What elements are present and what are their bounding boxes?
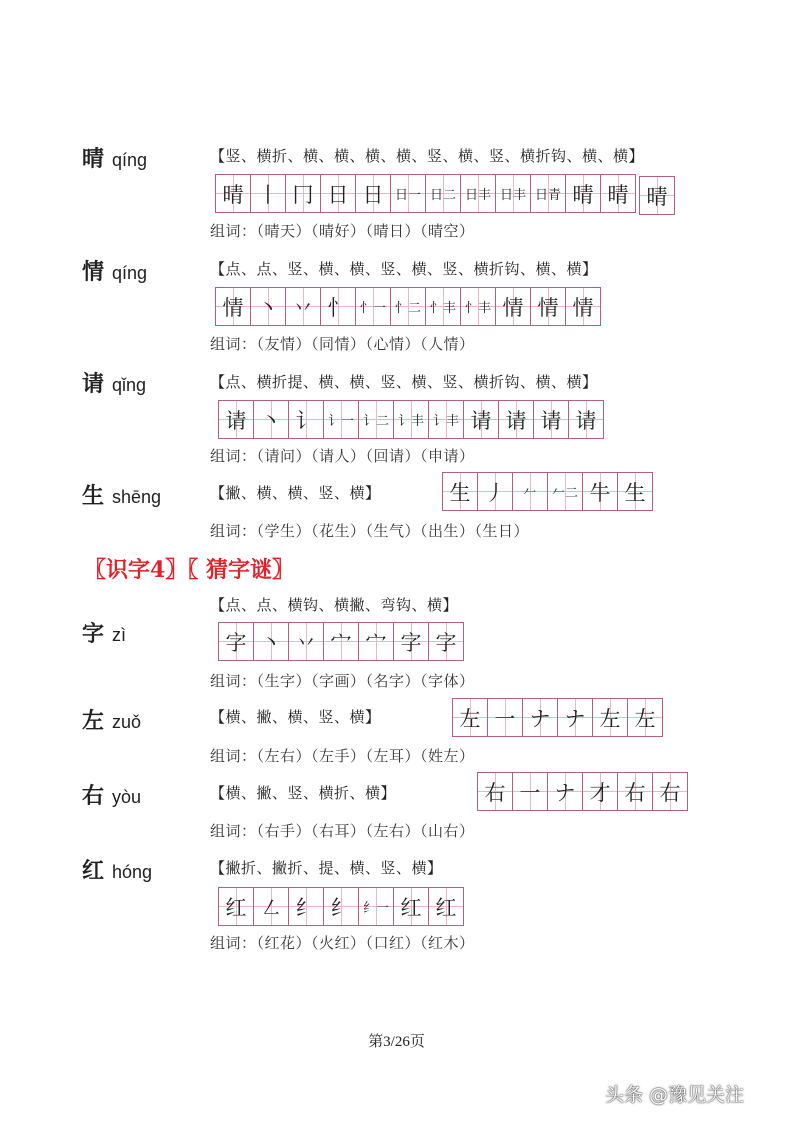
stroke-cell: 忄一	[356, 288, 391, 325]
stroke-cell: 情	[216, 288, 251, 325]
stroke-cell: 右	[618, 773, 653, 810]
stroke-cell: 才	[583, 773, 618, 810]
stroke-cell: 日丰	[461, 175, 496, 212]
stroke-grid	[215, 287, 601, 326]
stroke-cell: 请	[534, 401, 569, 438]
section-heading: 〖识字4〗〖 猜字谜〗	[84, 557, 294, 583]
stroke-cell: 左	[453, 699, 488, 736]
word-examples: 组词：（友情）（同情）（心情）（人情）	[210, 335, 475, 353]
page-number: 第3/26页	[368, 1034, 425, 1050]
stroke-cell: 右	[478, 773, 513, 810]
stroke-cell: 日	[356, 175, 391, 212]
headword-char: 红	[82, 858, 105, 884]
word-examples: 组词：（红花）（火红）（口红）（红木）	[210, 934, 475, 952]
stroke-cell: 丶	[251, 288, 286, 325]
headword	[82, 779, 141, 810]
stroke-cell: 左	[593, 699, 628, 736]
stroke-cell: 红	[394, 888, 429, 925]
stroke-cell: 日一	[391, 175, 426, 212]
stroke-cell: 情	[566, 288, 600, 325]
stroke-order: 【撇折、撇折、提、横、竖、横】	[210, 859, 443, 877]
stroke-order: 【横、撇、竖、横折、横】	[210, 784, 397, 802]
stroke-cell: 𠂉	[513, 473, 548, 510]
headword	[82, 617, 126, 648]
stroke-cell: 左	[628, 699, 662, 736]
stroke-grid	[442, 472, 653, 511]
stroke-cell: 请	[499, 401, 534, 438]
headword-char: 生	[82, 483, 105, 509]
word-examples: 组词：（右手）（右耳）（左右）（山右）	[210, 822, 475, 840]
stroke-cell: 晴	[601, 175, 635, 212]
stroke-cell: 右	[653, 773, 687, 810]
stroke-cell: 生	[443, 473, 478, 510]
stroke-cell: 丶	[254, 623, 289, 660]
stroke-cell: 𠂉二	[548, 473, 583, 510]
stroke-cell: 讠丰	[394, 401, 429, 438]
pinyin: zuǒ	[112, 712, 142, 732]
headword	[82, 367, 146, 398]
stroke-order: 【竖、横折、横、横、横、横、竖、横、竖、横折钩、横、横】	[210, 147, 645, 165]
headword-char: 左	[82, 708, 105, 734]
stroke-cell: 一	[488, 699, 523, 736]
stroke-cell: 请	[219, 401, 254, 438]
headword	[82, 142, 147, 173]
practice-grid	[639, 176, 675, 215]
stroke-cell: 冂	[286, 175, 321, 212]
stroke-cell: 字	[219, 623, 254, 660]
stroke-cell: 纟	[289, 888, 324, 925]
stroke-cell: 请	[569, 401, 603, 438]
stroke-cell: 丿	[478, 473, 513, 510]
stroke-cell: 晴	[216, 175, 251, 212]
word-examples: 组词：（晴天）（晴好）（晴日）（晴空）	[210, 222, 475, 240]
stroke-cell: 丨	[251, 175, 286, 212]
headword-char: 右	[82, 783, 105, 809]
headword-char: 请	[82, 371, 105, 397]
stroke-cell: ナ	[548, 773, 583, 810]
stroke-cell: ナ	[523, 699, 558, 736]
stroke-cell: 宀	[359, 623, 394, 660]
stroke-cell: 纟一	[359, 888, 394, 925]
pinyin: shēng	[112, 487, 162, 507]
stroke-cell: 红	[429, 888, 463, 925]
stroke-grid	[218, 400, 604, 439]
headword-char: 情	[82, 259, 105, 285]
stroke-cell: 字	[394, 623, 429, 660]
stroke-cell: 生	[618, 473, 652, 510]
stroke-order: 【点、点、横钩、横撇、弯钩、横】	[210, 596, 459, 614]
stroke-cell: 讠二	[359, 401, 394, 438]
stroke-cell: 讠	[289, 401, 324, 438]
word-examples: 组词：（请问）（请人）（回请）（申请）	[210, 447, 475, 465]
stroke-grid	[215, 174, 636, 213]
stroke-cell: 一	[513, 773, 548, 810]
pinyin: qíng	[112, 263, 148, 283]
headword	[82, 479, 161, 510]
stroke-cell: 牛	[583, 473, 618, 510]
practice-cell: 晴	[640, 177, 674, 214]
pinyin: yòu	[112, 787, 142, 807]
headword	[82, 854, 152, 885]
stroke-grid	[218, 887, 464, 926]
stroke-cell: 情	[496, 288, 531, 325]
stroke-cell: ㇜	[254, 888, 289, 925]
stroke-cell: 忄二	[391, 288, 426, 325]
stroke-cell: 日	[321, 175, 356, 212]
stroke-cell: 丷	[289, 623, 324, 660]
stroke-order: 【撇、横、横、竖、横】	[210, 484, 381, 502]
pinyin: zì	[112, 625, 127, 645]
stroke-cell: 宀	[324, 623, 359, 660]
stroke-order: 【点、横折提、横、横、竖、横、竖、横折钩、横、横】	[210, 373, 598, 391]
stroke-cell: 忄丰	[461, 288, 496, 325]
stroke-order: 【横、撇、横、竖、横】	[210, 708, 381, 726]
stroke-cell: 丶	[254, 401, 289, 438]
stroke-cell: 红	[219, 888, 254, 925]
stroke-cell: 纟	[324, 888, 359, 925]
stroke-cell: 日青	[531, 175, 566, 212]
pinyin: qíng	[112, 150, 148, 170]
stroke-cell: 日丰	[496, 175, 531, 212]
stroke-grid	[477, 772, 688, 811]
pinyin: hóng	[112, 862, 153, 882]
stroke-grid	[218, 622, 464, 661]
headword	[82, 255, 147, 286]
stroke-cell: 请	[464, 401, 499, 438]
stroke-cell: 丷	[286, 288, 321, 325]
stroke-cell: 字	[429, 623, 463, 660]
pinyin: qǐng	[112, 375, 147, 395]
headword-char: 晴	[82, 146, 105, 172]
stroke-order: 【点、点、竖、横、横、竖、横、竖、横折钩、横、横】	[210, 260, 598, 278]
word-examples: 组词：（生字）（字画）（名字）（字体）	[210, 672, 475, 690]
headword	[82, 704, 141, 735]
word-examples: 组词：（学生）（花生）（生气）（出生）（生日）	[210, 522, 530, 540]
word-examples: 组词：（左右）（左手）（左耳）（姓左）	[210, 747, 475, 765]
stroke-cell: 情	[531, 288, 566, 325]
stroke-cell: ナ	[558, 699, 593, 736]
stroke-cell: 讠丰	[429, 401, 464, 438]
stroke-cell: 忄	[321, 288, 356, 325]
stroke-cell: 讠一	[324, 401, 359, 438]
watermark: 头条 @豫见关注	[605, 1084, 745, 1106]
stroke-grid	[452, 698, 663, 737]
stroke-cell: 日二	[426, 175, 461, 212]
stroke-cell: 忄丰	[426, 288, 461, 325]
stroke-cell: 晴	[566, 175, 601, 212]
headword-char: 字	[82, 621, 105, 647]
